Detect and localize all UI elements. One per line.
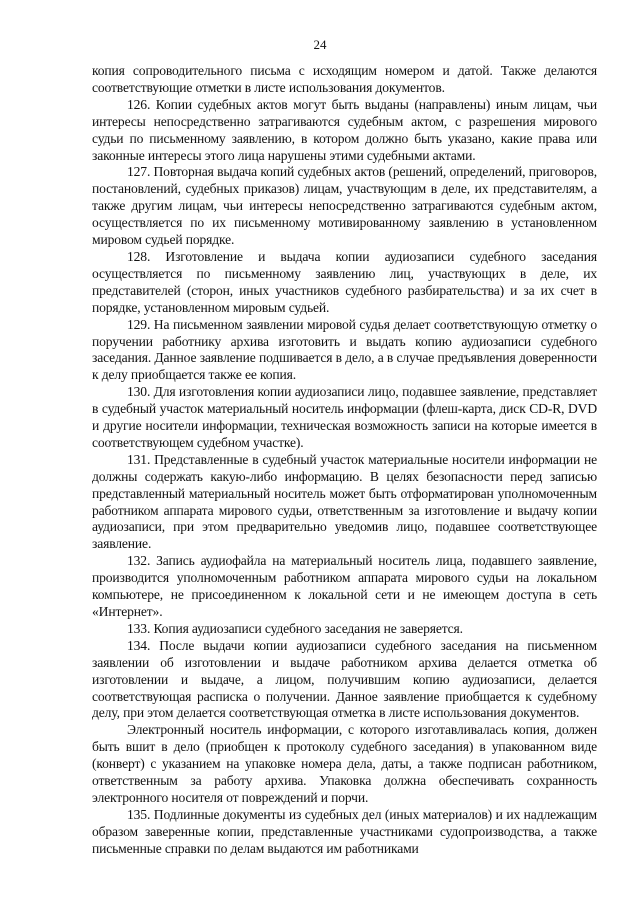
- paragraph-132: 132. Запись аудиофайла на материальный носитель лица, подавшего заявление, производится уполномоченным работником аппарата мирового судьи на локальном компьютере, не присоединенном к локальной сети и не имеющем доступа в сеть «Интернет».: [92, 553, 597, 619]
- paragraph-130: 130. Для изготовления копии аудиозаписи лицо, подавшее заявление, представляет в судебный участок материальный носитель информации (флеш-карта, диск CD-R, DVD и другие носители информации, техническая возможность записи на которые имеется в соответствующем судебном участке).: [92, 384, 597, 450]
- paragraph-134: 134. После выдачи копии аудиозаписи судебного заседания на письменном заявлении об изготовлении и выдаче работником архива делается отметка об изготовлении и выдаче, а лицом, получившим копию аудиозаписи, делается соответствующая расписка о получении. Данное заявление приобщается к судебному делу, при этом делается соответствующая отметка в листе использования документов.: [92, 637, 597, 721]
- paragraph-135: 135. Подлинные документы из судебных дел (иных материалов) и их надлежащим образом заверенные копии, представленные участниками судопроизводства, а также письменные справки по делам выдаются им работниками: [92, 806, 597, 856]
- paragraph-131: 131. Представленные в судебный участок материальные носители информации не должны содержать какую-либо информацию. В целях безопасности перед записью представленный материальный носитель может быть отформатирован уполномоченным работником аппарата мирового судьи, ответственным за изготовление и выдачу копии аудиозаписи, при этом предварительно уведомив лицо, подавшее соответствующее заявление.: [92, 451, 597, 552]
- paragraph-electronic-medium: Электронный носитель информации, с которого изготавливалась копия, должен быть вшит в дело (приобщен к протоколу судебного заседания) в упакованном виде (конверт) с указанием на упаковке номера дела, даты, а также подписан работником, ответственным за работу архива. Упаковка должна обеспечивать сохранность электронного носителя от повреждений и порчи.: [92, 722, 597, 805]
- page-number: 24: [313, 37, 327, 52]
- document-body: [92, 63, 597, 858]
- paragraph-126: 126. Копии судебных актов могут быть выданы (направлены) иным лицам, чьи интересы непосредственно затрагиваются судебным актом, с разрешения мирового судьи по письменному заявлению, в котором должно быть указано, какие права или законные интересы этого лица нарушены этими судебными актами.: [92, 96, 597, 163]
- paragraph-continuation: копия сопроводительного письма с исходящим номером и датой. Также делаются соответствующие отметки в листе использования документов.: [92, 63, 597, 95]
- paragraph-128: 128. Изготовление и выдача копии аудиозаписи судебного заседания осуществляется по письменному заявлению лиц, участвующих в деле, их представителей (сторон, иных участников судебного разбирательства) и за их счет в порядке, установленном мировым судьей.: [92, 248, 597, 315]
- paragraph-127: 127. Повторная выдача копий судебных актов (решений, определений, приговоров, постановлений, судебных приказов) лицам, участвующим в деле, их представителям, а также другим лицам, чьи интересы непосредственно затрагиваются судебным актом, осуществляется по их письменному мотивированному заявлению в установленном мировом судьей порядке.: [92, 164, 597, 248]
- paragraph-133: 133. Копия аудиозаписи судебного заседания не заверяется.: [127, 620, 463, 636]
- paragraph-129: 129. На письменном заявлении мировой судья делает соответствующую отметку о поручении работнику архива изготовить и выдать копию аудиозаписи судебного заседания. Данное заявление подшивается в дело, а в случае предъявления доверенности к делу приобщается также ее копия.: [92, 316, 597, 383]
